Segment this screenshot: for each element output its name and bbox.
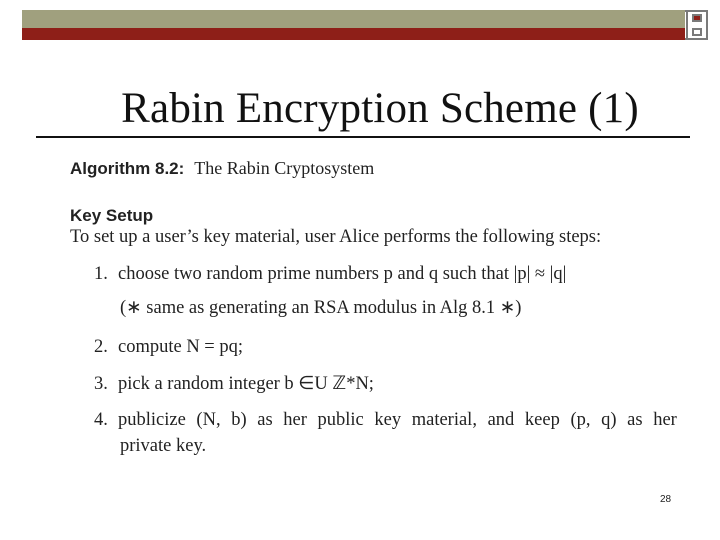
- step-number: 4.: [94, 410, 108, 430]
- header-bar-olive-stripe: [22, 10, 685, 28]
- step-3: [94, 373, 374, 395]
- step-2: [94, 337, 243, 358]
- algorithm-label: Algorithm 8.2:: [70, 159, 185, 178]
- title-underline: [36, 136, 690, 138]
- step-text: choose two random prime numbers p and q such that |p| ≈ |q|: [118, 264, 567, 284]
- algorithm-heading: [70, 158, 374, 179]
- step-4: [94, 410, 677, 431]
- algorithm-name: The Rabin Cryptosystem: [194, 158, 375, 178]
- step-number: 2.: [94, 337, 108, 357]
- step-text: compute N = pq;: [118, 337, 244, 357]
- step-number: 1.: [94, 264, 108, 284]
- step-1: [94, 264, 566, 285]
- step-text: pick a random integer b ∈U ℤ*N;: [118, 374, 374, 394]
- corner-red-square: [692, 14, 702, 22]
- slide-title: Rabin Encryption Scheme (1): [121, 85, 639, 132]
- step-number: 3.: [94, 374, 108, 394]
- step-1-note: (∗ same as generating an RSA modulus in Alg 8.1 ∗): [120, 298, 522, 318]
- corner-white-square: [692, 28, 702, 36]
- step-4-continuation: private key.: [120, 436, 207, 456]
- key-setup-intro: To set up a user’s key material, user Alice performs the following steps:: [70, 227, 602, 247]
- header-corner-ornament: [686, 10, 708, 40]
- key-setup-heading: Key Setup: [70, 206, 154, 225]
- page-number: 28: [660, 494, 672, 505]
- step-text: publicize (N, b) as her public key material, and keep (p, q) as her: [118, 410, 677, 430]
- header-bar-red-stripe: [22, 28, 685, 40]
